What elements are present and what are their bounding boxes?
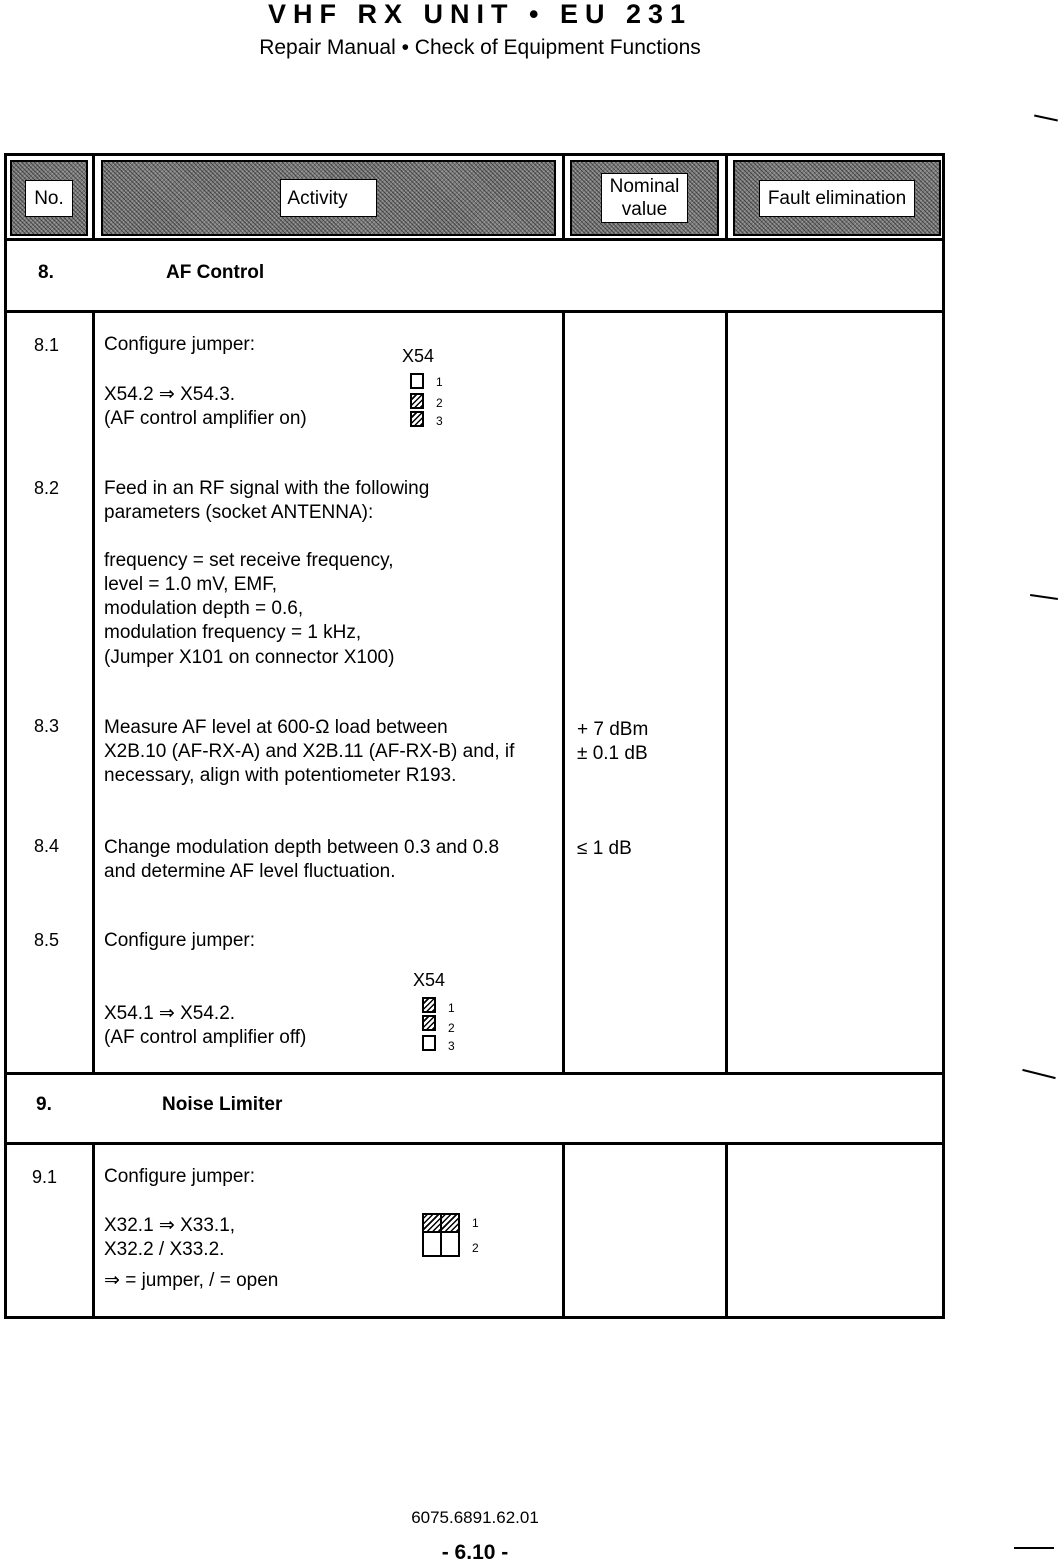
col-divider — [725, 310, 728, 1075]
section-title: Noise Limiter — [162, 1094, 283, 1115]
pin-number: 1 — [448, 1001, 455, 1015]
step-text: X2B.10 (AF-RX-A) and X2B.11 (AF-RX-B) and, if — [104, 741, 515, 762]
scan-mark — [1022, 1069, 1055, 1079]
pin-number: 1 — [472, 1216, 479, 1230]
header-no-cell — [10, 160, 88, 236]
nominal-value: + 7 dBm — [577, 719, 649, 740]
scan-mark — [1014, 1547, 1054, 1549]
step-number: 8.3 — [34, 716, 60, 736]
pin-number: 2 — [472, 1241, 479, 1255]
step-number: 8.5 — [34, 930, 60, 950]
col-divider — [725, 1142, 728, 1319]
header-nominal-line2: value — [621, 199, 668, 220]
col-divider — [562, 153, 565, 241]
col-divider — [92, 153, 95, 241]
section-number: 9. — [36, 1094, 52, 1115]
pin-number: 1 — [436, 375, 443, 389]
header-activity-cell — [101, 160, 556, 236]
step-text: Configure jumper: — [104, 1166, 256, 1187]
page-subtitle: Repair Manual • Check of Equipment Functions — [259, 36, 701, 59]
header-nominal-cell — [570, 160, 719, 236]
section-8-rule — [4, 310, 945, 313]
page-number: - 6.10 - — [441, 1541, 509, 1564]
jumper-pin — [440, 1231, 460, 1257]
document-number: 6075.6891.62.01 — [411, 1508, 539, 1527]
step-text: Configure jumper: — [104, 930, 256, 951]
step-text: X32.1 ⇒ X33.1, — [104, 1215, 236, 1236]
scan-mark — [1034, 115, 1058, 122]
col-divider — [562, 1142, 565, 1319]
header-activity: Activity — [280, 179, 376, 217]
jumper-pin — [410, 393, 424, 409]
header-rule — [4, 238, 945, 241]
jumper-pin — [440, 1213, 460, 1233]
jumper-pin — [410, 373, 424, 389]
pin-number: 2 — [448, 1021, 455, 1035]
col-divider — [562, 310, 565, 1075]
col-divider — [92, 310, 95, 1075]
step-text: X54.2 ⇒ X54.3. — [104, 384, 236, 405]
step-text: frequency = set receive frequency, — [104, 550, 394, 571]
jumper-pin — [422, 1035, 436, 1051]
step-text: Configure jumper: — [104, 334, 256, 355]
jumper-label: X54 — [402, 346, 435, 366]
step-text: X32.2 / X33.2. — [104, 1239, 225, 1260]
step-text: Measure AF level at 600-Ω load between — [104, 717, 448, 738]
pin-number: 3 — [448, 1039, 455, 1053]
step-text: Feed in an RF signal with the following — [104, 478, 430, 499]
jumper-label: X54 — [413, 970, 446, 990]
header-no: No. — [25, 180, 73, 217]
section-title: AF Control — [166, 262, 265, 283]
step-number: 8.4 — [34, 836, 60, 856]
step-text: X54.1 ⇒ X54.2. — [104, 1003, 236, 1024]
jumper-pin — [422, 997, 436, 1013]
step-text: modulation depth = 0.6, — [104, 598, 304, 619]
header-fault-cell — [733, 160, 941, 236]
step-text: necessary, align with potentiometer R193. — [104, 765, 457, 786]
jumper-pin — [410, 411, 424, 427]
step-text: (AF control amplifier on) — [104, 408, 307, 429]
col-divider — [92, 1142, 95, 1319]
step-text: and determine AF level fluctuation. — [104, 861, 396, 882]
section-9-rule — [4, 1142, 945, 1145]
header-nominal-line1: Nominal — [609, 176, 680, 197]
section-number: 8. — [38, 262, 54, 283]
step-legend: ⇒ = jumper, / = open — [104, 1270, 279, 1291]
jumper-pin — [422, 1213, 442, 1233]
nominal-value: ≤ 1 dB — [577, 838, 632, 859]
header-fault: Fault elimination — [759, 180, 915, 217]
pin-number: 3 — [436, 414, 443, 428]
step-text: modulation frequency = 1 kHz, — [104, 622, 362, 643]
step-text: (Jumper X101 on connector X100) — [104, 647, 395, 668]
pin-number: 2 — [436, 396, 443, 410]
nominal-tolerance: ± 0.1 dB — [577, 743, 648, 764]
header-nominal — [601, 173, 689, 223]
step-text: parameters (socket ANTENNA): — [104, 502, 374, 523]
scan-mark — [1030, 594, 1058, 600]
step-number: 8.1 — [34, 335, 60, 355]
step-number: 8.2 — [34, 478, 60, 498]
step-text: Change modulation depth between 0.3 and 0.8 — [104, 837, 500, 858]
step-number: 9.1 — [32, 1167, 58, 1187]
page-title: VHF RX UNIT • EU 231 — [267, 0, 692, 29]
section-9-top-rule — [4, 1072, 945, 1075]
step-text: (AF control amplifier off) — [104, 1027, 307, 1048]
jumper-pin — [422, 1231, 442, 1257]
step-text: level = 1.0 mV, EMF, — [104, 574, 278, 595]
col-divider — [725, 153, 728, 241]
jumper-pin — [422, 1015, 436, 1031]
